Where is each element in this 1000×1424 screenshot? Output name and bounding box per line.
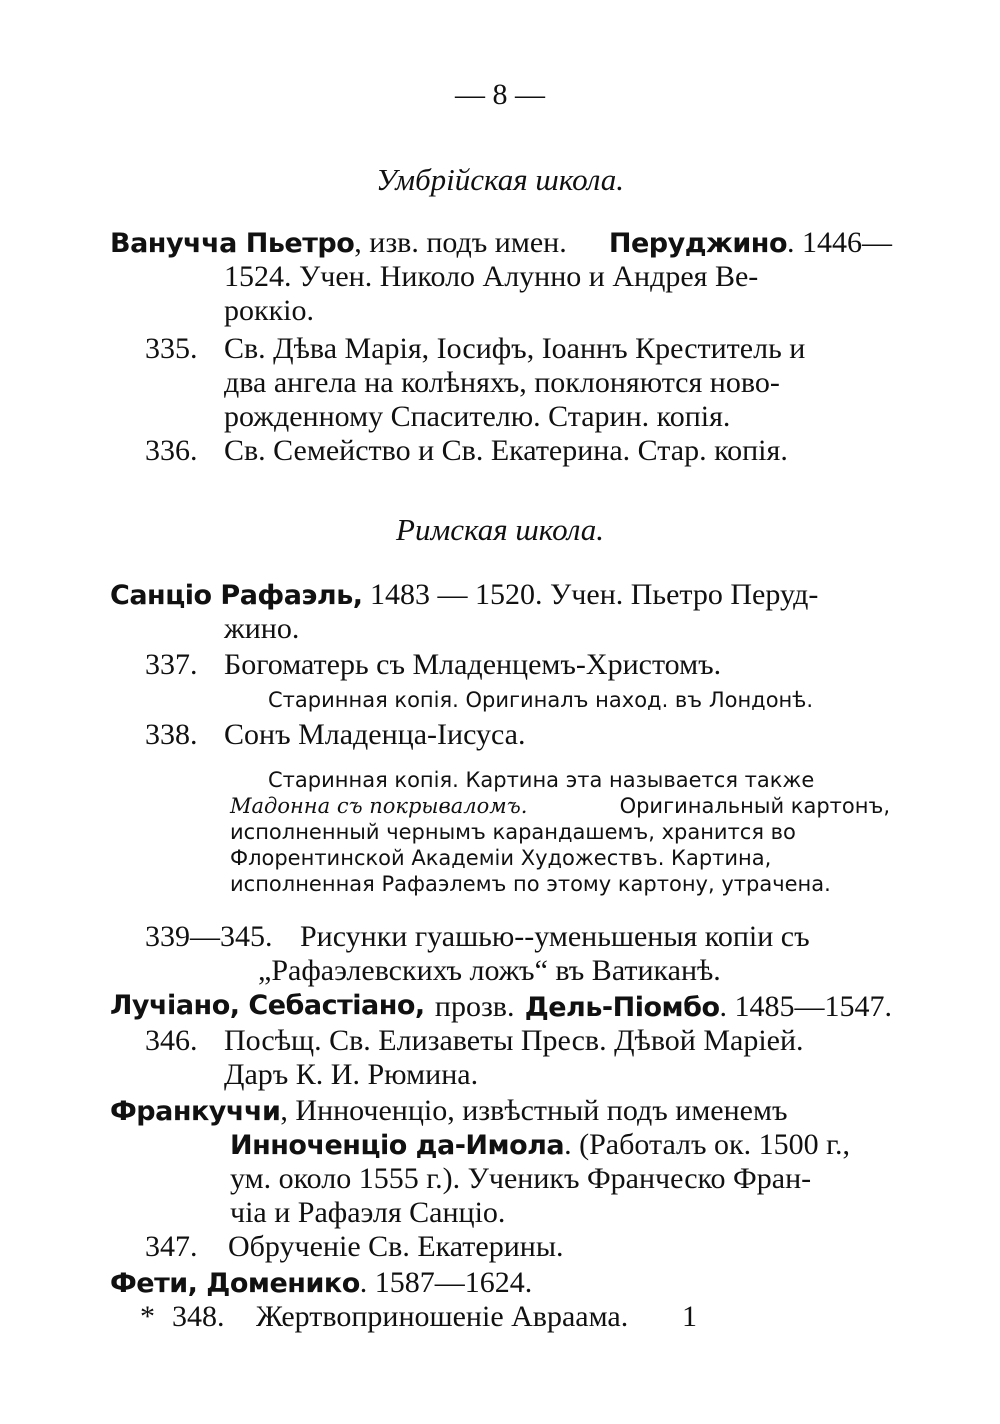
entry-vanucci-line2: 1524. Учен. Николо Алунно и Андрея Ве-: [224, 260, 759, 293]
item-338-note-line1: Старинная копія. Картина эта называется также: [268, 768, 815, 792]
entry-francucci-line1: Франкуччи, Инноченціо, извѣстный подъ именемъ: [110, 1094, 788, 1127]
item-337-number: 337.: [145, 648, 198, 681]
artist-name-luciano: Лучіано, Себастіано,: [110, 990, 425, 1021]
entry-feti-line1: Фети, Доменико. 1587—1624.: [110, 1266, 533, 1299]
alias-perugino: Перуджино: [608, 228, 787, 259]
item-335-line2: два ангела на колѣняхъ, поклоняются ново-: [224, 366, 780, 399]
item-336-number: 336.: [145, 434, 198, 467]
item-346-number: 346.: [145, 1024, 198, 1057]
item-348-asterisk: *: [140, 1300, 155, 1333]
alias-del-piombo: Дель-Піомбо: [524, 992, 720, 1023]
item-338-note-line2: Мадонна съ покрываломъ. Оригинальный картонъ,: [230, 794, 890, 818]
item-335-line1: Св. Дѣва Марія, Іосифъ, Іоаннъ Креститель и: [224, 332, 806, 365]
entry-sanzio-line1: Санціо Рафаэль, 1483 — 1520. Учен. Пьетро Перуд-: [110, 578, 819, 611]
entry-francucci-line3: ум. около 1555 г.). Ученикъ Франческо Фран-: [230, 1162, 812, 1195]
item-335-line3: рожденному Спасителю. Старин. копія.: [224, 400, 731, 433]
artist-name-vanucci: Ванучча Пьетро: [110, 228, 355, 259]
page-number: — 8 —: [455, 78, 545, 111]
item-338-note-line4: Флорентинской Академіи Художествъ. Картина,: [230, 846, 772, 870]
section-heading-roman: Римская школа.: [396, 512, 604, 547]
painting-alt-title: Мадонна съ покрываломъ.: [230, 794, 528, 818]
item-348-number: 348.: [172, 1300, 225, 1333]
item-339-345-line2: „Рафаэлевскихъ ложъ“ въ Ватиканѣ.: [258, 954, 721, 987]
entry-vanucci-line1: Ванучча Пьетро, изв. подъ имен. Перуджино. 1446—: [110, 226, 892, 259]
item-346-line1: Посѣщ. Св. Елизаветы Пресв. Дѣвой Маріей.: [224, 1024, 804, 1057]
item-339-345-line1: Рисунки гуашью--уменьшеныя копіи съ: [300, 920, 810, 953]
section-heading-umbrian: Умбрійская школа.: [375, 162, 625, 197]
entry-vanucci-line3: роккіо.: [224, 294, 314, 327]
artist-name-sanzio: Санціо Рафаэль,: [110, 580, 363, 611]
item-348-line1: Жертвоприношеніе Авраама.: [256, 1300, 629, 1333]
item-346-line2: Даръ К. И. Рюмина.: [224, 1058, 479, 1091]
item-337-line1: Богоматерь съ Младенцемъ-Христомъ.: [224, 648, 722, 681]
entry-sanzio-line2: жино.: [224, 612, 300, 645]
item-336-line1: Св. Семейство и Св. Екатерина. Стар. копія.: [224, 434, 788, 467]
item-338-note-line3: исполненный чернымъ карандашемъ, хранится во: [230, 820, 796, 844]
entry-luciano-line1: Лучіано, Себастіано, прозв. Дель-Піомбо. 1485—1547.: [110, 990, 892, 1023]
item-339-345-number: 339—345.: [145, 920, 273, 953]
entry-francucci-line4: чіа и Рафаэля Санціо.: [230, 1196, 506, 1229]
item-337-note: Старинная копія. Оригиналъ наход. въ Лондонѣ.: [268, 688, 814, 712]
alias-innocenzo-da-imola: Инноченціо да-Имола: [230, 1130, 565, 1161]
artist-name-feti: Фети, Доменико: [110, 1268, 360, 1299]
item-338-number: 338.: [145, 718, 198, 751]
item-335-number: 335.: [145, 332, 198, 365]
item-347-number: 347.: [145, 1230, 198, 1263]
item-348-mark: 1: [682, 1300, 697, 1333]
entry-francucci-line2: Инноченціо да-Имола. (Работалъ ок. 1500 г.,: [230, 1128, 851, 1161]
item-347-line1: Обрученіе Св. Екатерины.: [228, 1230, 564, 1263]
item-338-note-line5: исполненная Рафаэлемъ по этому картону, утрачена.: [230, 872, 831, 896]
item-338-line1: Сонъ Младенца-Іисуса.: [224, 718, 526, 751]
artist-name-francucci: Франкуччи: [110, 1096, 281, 1127]
